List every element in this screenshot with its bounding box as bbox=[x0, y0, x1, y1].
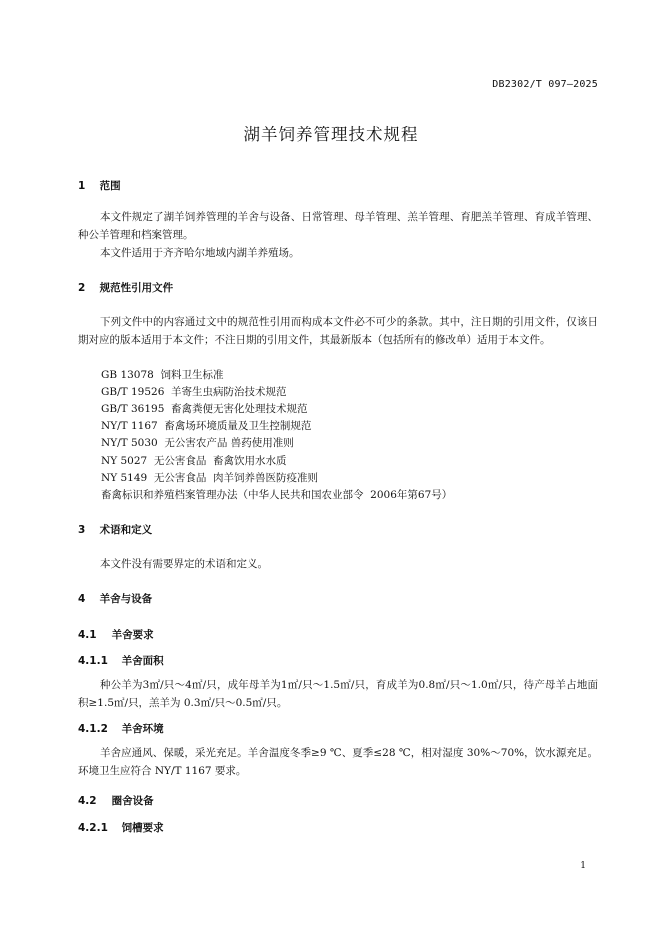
reference-item: GB/T 36195 畜禽粪便无害化处理技术规范 bbox=[101, 403, 308, 415]
reference-item: NY 5027 无公害食品 畜禽饮用水水质 bbox=[101, 455, 287, 467]
reference-item: NY/T 1167 畜禽场环境质量及卫生控制规范 bbox=[101, 420, 312, 432]
section-number: 4.2.1 bbox=[78, 822, 108, 834]
standard-code: DB2302/T 097—2025 bbox=[492, 79, 598, 90]
section-4-1-heading bbox=[78, 627, 154, 642]
scope-paragraph-2: 本文件适用于齐齐哈尔地域内湖羊养殖场。 bbox=[100, 247, 300, 259]
reference-item: NY/T 5030 无公害农产品 兽药使用准则 bbox=[101, 437, 294, 449]
section-4-1-2-heading bbox=[78, 721, 164, 736]
section-3-heading bbox=[78, 522, 152, 537]
page-number: 1 bbox=[580, 861, 586, 871]
section-4-2-1-heading bbox=[78, 820, 164, 835]
reference-item: GB 13078 饲料卫生标准 bbox=[101, 369, 224, 381]
scope-paragraph-1: 本文件规定了湖羊饲养管理的羊舍与设备、日常管理、母羊管理、羔羊管理、育肥羔羊管理、育成羊管理、种公羊管理和档案管理。 bbox=[78, 211, 598, 241]
section-number: 2 bbox=[78, 282, 86, 294]
reference-item: 畜禽标识和养殖档案管理办法（中华人民共和国农业部令 2006年第67号） bbox=[101, 489, 453, 501]
section-title: 饲槽要求 bbox=[121, 822, 164, 834]
section-title: 羊舍环境 bbox=[121, 723, 164, 735]
section-title: 范围 bbox=[99, 180, 121, 192]
section-4-2-heading bbox=[78, 793, 154, 808]
section-number: 4.1.2 bbox=[78, 723, 108, 735]
section-title: 羊舍要求 bbox=[111, 629, 154, 641]
section-number: 4.1.1 bbox=[78, 655, 108, 667]
reference-item: NY 5149 无公害食品 肉羊饲养兽医防疫准则 bbox=[101, 472, 319, 484]
terms-paragraph: 本文件没有需要界定的术语和定义。 bbox=[100, 558, 268, 570]
environment-paragraph: 羊舍应通风、保暖，采光充足。羊舍温度冬季≥9 ℃、夏季≤28 ℃，相对湿度 30%～70%，饮水源充足。环境卫生应符合 NY/T 1167 要求。 bbox=[78, 747, 598, 777]
reference-item: GB/T 19526 羊寄生虫病防治技术规范 bbox=[101, 386, 287, 398]
references-intro: 下列文件中的内容通过文中的规范性引用而构成本文件必不可少的条款。其中，注日期的引用文件，仅该日期对应的版本适用于本文件；不注日期的引用文件，其最新版本（包括所有的修改单）适用于本文件。 bbox=[78, 316, 598, 346]
section-number: 4 bbox=[78, 593, 86, 605]
section-4-1-1-heading bbox=[78, 653, 164, 668]
section-title: 规范性引用文件 bbox=[99, 282, 174, 294]
section-title: 羊舍与设备 bbox=[99, 593, 153, 605]
section-4-heading bbox=[78, 591, 152, 606]
section-title: 圈舍设备 bbox=[111, 795, 154, 807]
section-2-heading bbox=[78, 280, 173, 295]
section-1-heading bbox=[78, 178, 121, 193]
section-number: 4.1 bbox=[78, 629, 97, 641]
section-number: 1 bbox=[78, 180, 86, 192]
section-title: 术语和定义 bbox=[99, 524, 153, 536]
section-number: 3 bbox=[78, 524, 86, 536]
section-number: 4.2 bbox=[78, 795, 97, 807]
document-title: 湖羊饲养管理技术规程 bbox=[243, 125, 419, 144]
section-title: 羊舍面积 bbox=[121, 655, 164, 667]
area-paragraph: 种公羊为3㎡/只～4㎡/只，成年母羊为1㎡/只～1.5㎡/只，育成羊为0.8㎡/只～1.0㎡/只，待产母羊占地面积≥1.5㎡/只，羔羊为 0.3㎡/只～0.5㎡/只。 bbox=[78, 679, 598, 709]
